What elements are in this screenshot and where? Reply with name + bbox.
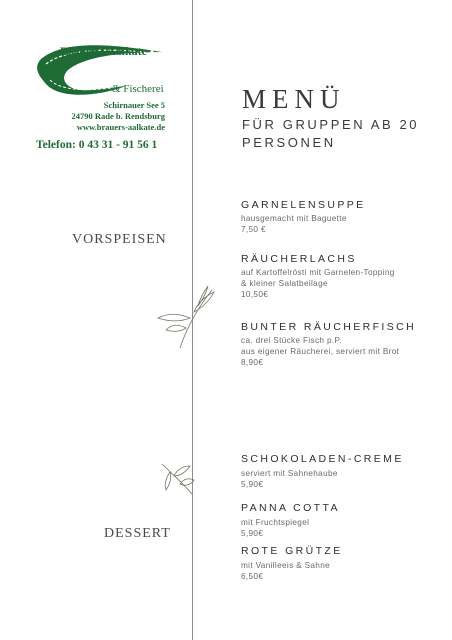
starter-description: ca. drei Stücke Fisch p.P. [241,336,342,345]
dessert-price: 5,90€ [241,480,264,489]
address-city: 24790 Rade b. Rendsburg [71,111,165,121]
logo-brand-name: Brauer's Aalkate [60,44,147,58]
starter-price: 8,90€ [241,358,264,367]
phone-number: Telefon: 0 43 31 - 91 56 1 [36,139,158,151]
dessert-title: SCHOKOLADEN-CREME [241,453,404,465]
leaf-branch-lower-icon [158,460,198,500]
dessert-price: 5,90€ [241,529,264,538]
section-label-dessert: DESSERT [104,526,171,541]
starter-description: hausgemacht mit Baguette [241,214,347,223]
starter-description: aus eigener Räucherei, serviert mit Brot [241,347,400,356]
dessert-price: 6,50€ [241,572,264,581]
starter-title: GARNELENSUPPE [241,199,366,211]
dessert-title: ROTE GRÜTZE [241,545,343,557]
section-label-starters: VORSPEISEN [72,232,167,247]
dessert-title: PANNA COTTA [241,502,340,514]
starter-description: auf Kartoffelrösti mit Garnelen-Topping [241,268,395,277]
address-street: Schirnauer See 5 [103,100,165,110]
logo-subtitle: & Fischerei [112,83,164,95]
starter-price: 10,50€ [241,290,269,299]
dessert-description: mit Fruchtspiegel [241,518,310,527]
starter-description: & kleiner Salatbeilage [241,279,328,288]
menu-title: MENÜ [242,84,346,114]
menu-subtitle-line2: PERSONEN [242,135,336,150]
dessert-description: serviert mit Sahnehaube [241,469,338,478]
starter-title: RÄUCHERLACHS [241,253,357,265]
menu-subtitle-line1: FÜR GRUPPEN AB 20 [242,117,420,132]
starter-title: BUNTER RÄUCHERFISCH [241,321,417,333]
starter-price: 7,50 € [241,225,266,234]
leaf-branch-upper-icon [150,282,220,352]
dessert-description: mit Vanilleeis & Sahne [241,561,331,570]
website-link[interactable]: www.brauers-aalkate.de [76,122,165,132]
